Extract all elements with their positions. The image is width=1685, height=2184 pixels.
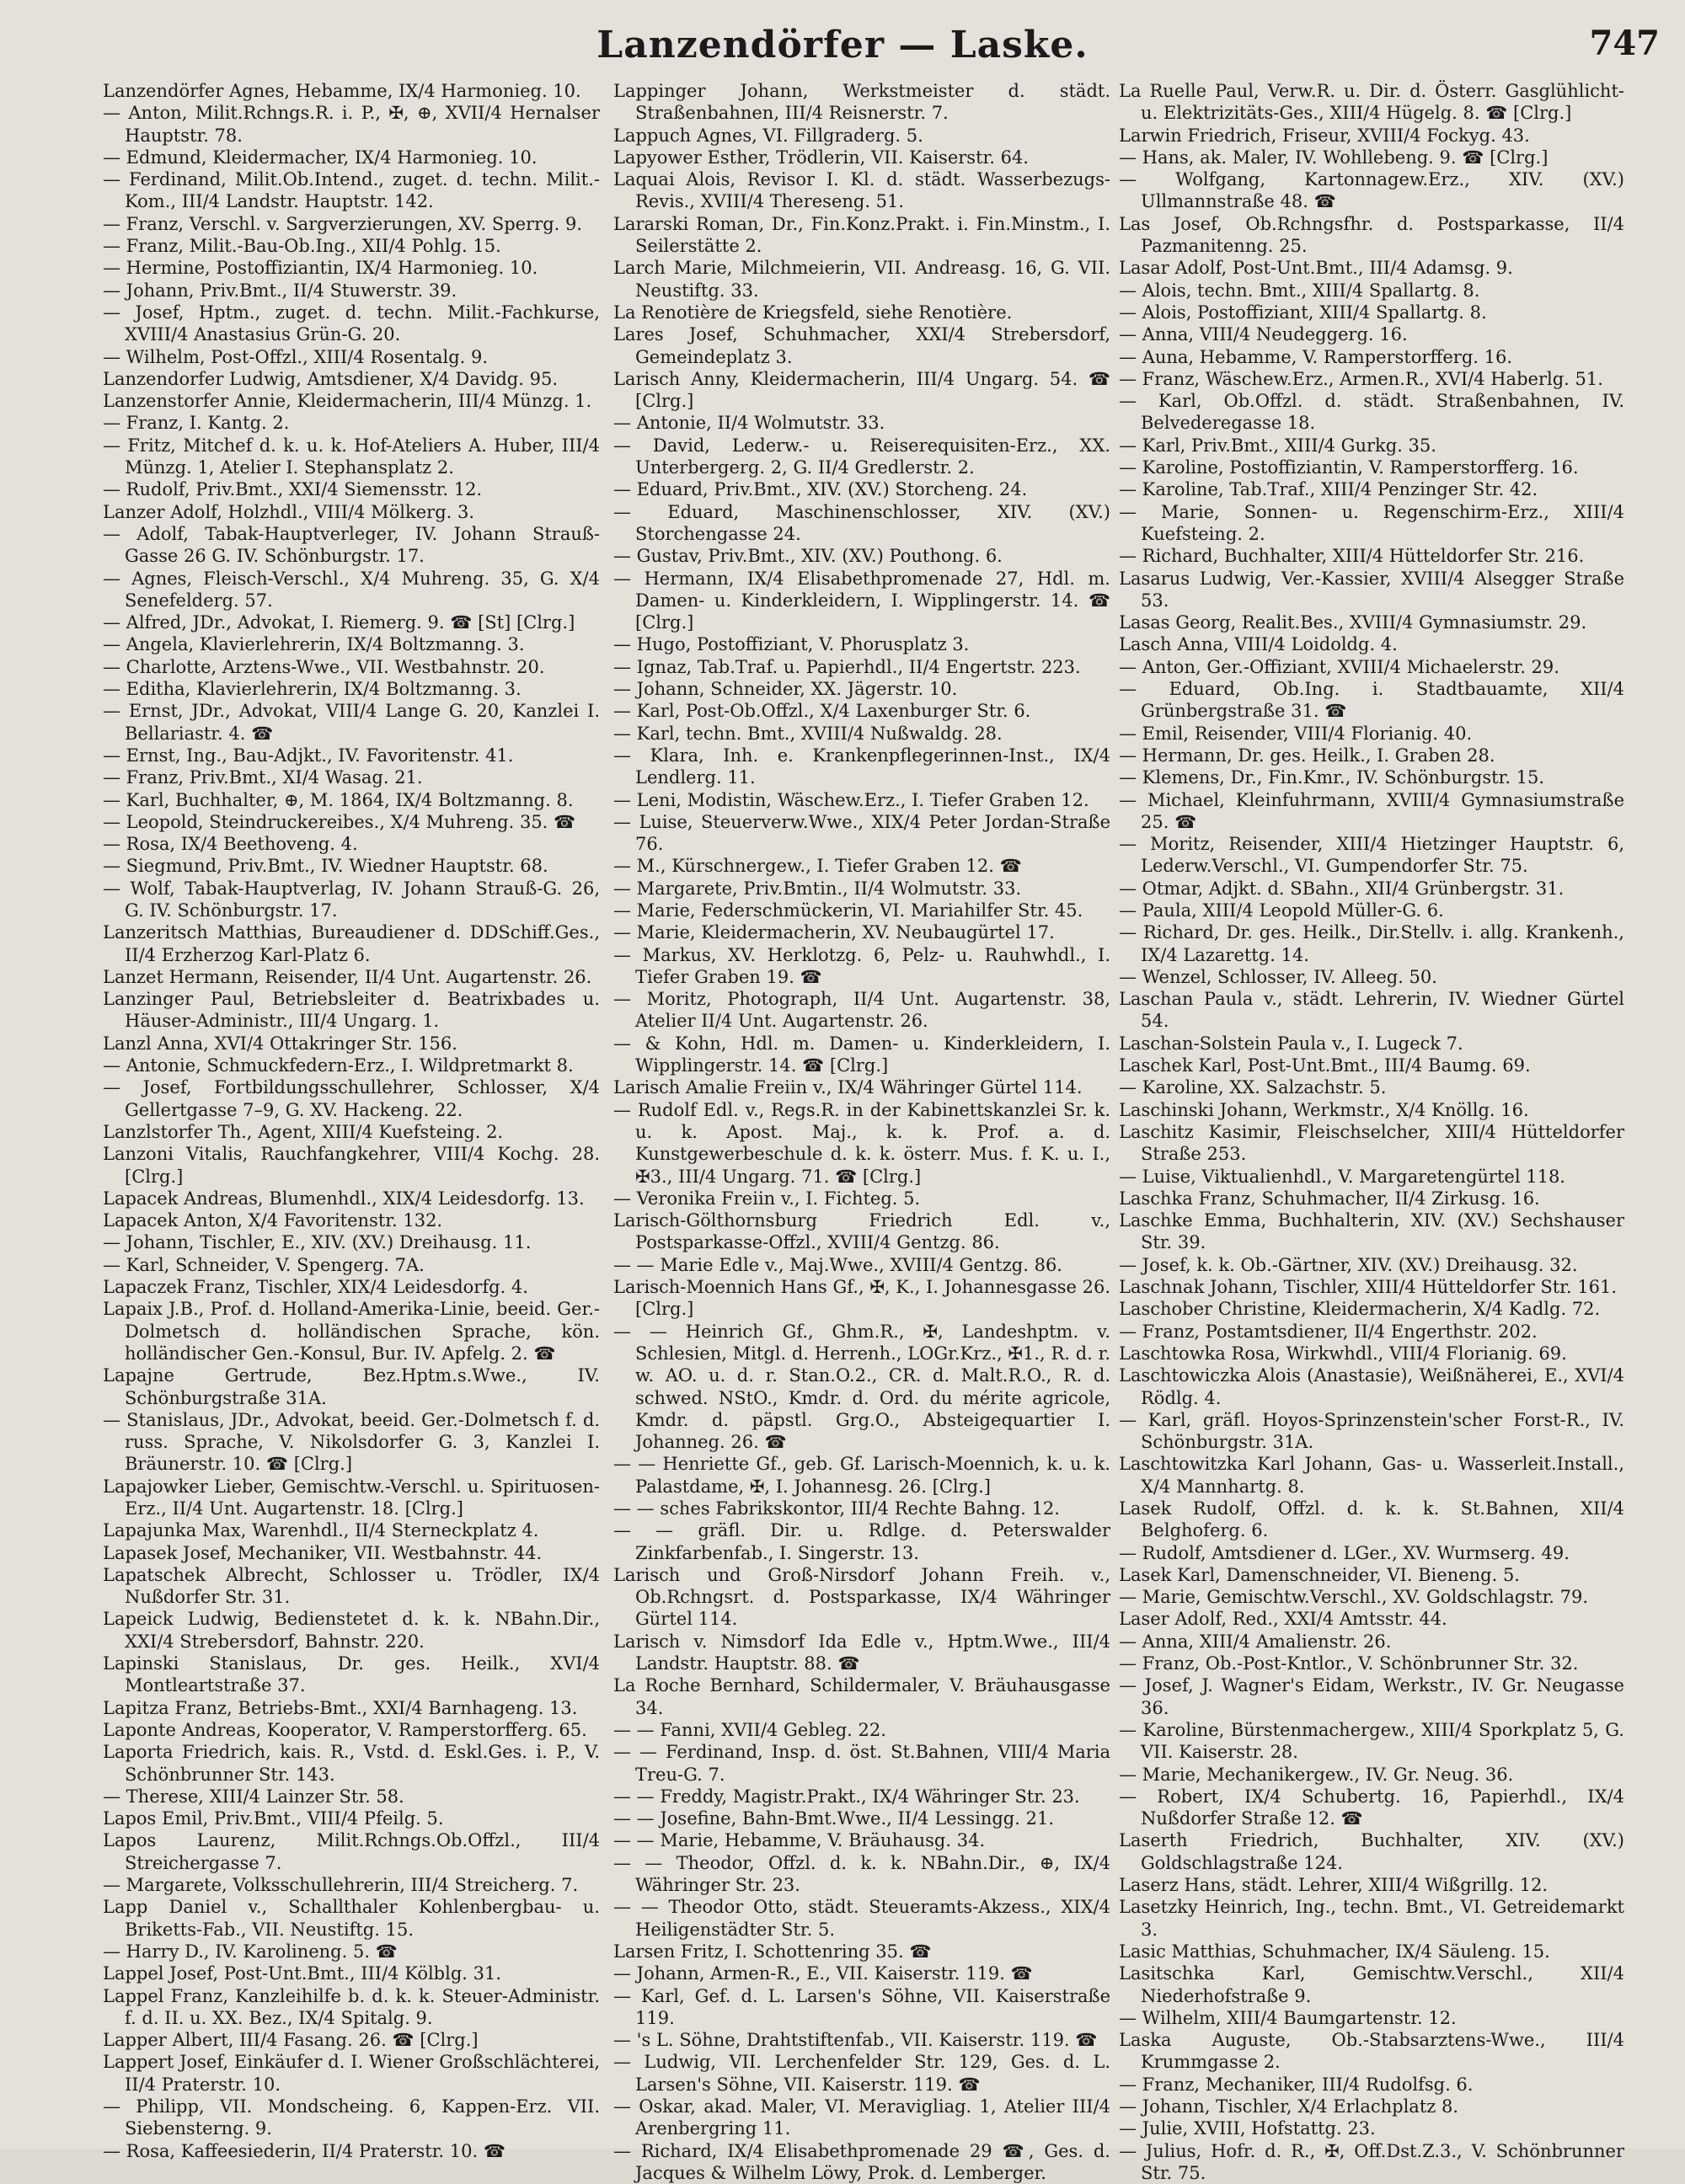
directory-entry: Lapper Albert, III/4 Fasang. 26. ☎ [Clrg.] — [103, 2030, 479, 2051]
directory-entry: Laponte Andreas, Kooperator, V. Ramperstorfferg. 65. — [103, 1719, 587, 1740]
directory-entry: — Julie, XVIII, Hofstattg. 23. — [1119, 2118, 1376, 2139]
directory-entry: — Johann, Schneider, XX. Jägerstr. 10. — [613, 679, 958, 700]
directory-entry: — — Theodor Otto, städt. Steueramts-Akzess., XIX/4 Heiligenstädter Str. 5. — [613, 1897, 1110, 1940]
directory-entry: Laquai Alois, Revisor I. Kl. d. städt. Wasserbezugs-Revis., XVIII/4 Thereseng. 51. — [613, 169, 1110, 212]
directory-entry: Lasas Georg, Realit.Bes., XVIII/4 Gymnasiumstr. 29. — [1119, 612, 1587, 633]
directory-entry: — Angela, Klavierlehrerin, IX/4 Boltzmanng. 3. — [103, 634, 525, 655]
directory-entry: — Richard, IX/4 Elisabethpromenade 29 ☎, Ges. d. Jacques & Wilhelm Löwy, Prok. d. Lemberger. — [613, 2140, 1110, 2183]
directory-entry: — Marie, Sonnen- u. Regenschirm-Erz., XIII/4 Kuefsteing. 2. — [1119, 501, 1624, 544]
directory-entry: — Hermine, Postoffiziantin, IX/4 Harmonieg. 10. — [103, 258, 538, 279]
directory-entry: — Antonie, II/4 Wolmutstr. 33. — [613, 413, 885, 434]
directory-entry: — Luise, Viktualienhdl., V. Margaretengürtel 118. — [1119, 1166, 1565, 1187]
directory-entry: — — Josefine, Bahn-Bmt.Wwe., II/4 Lessingg. 21. — [613, 1808, 1055, 1829]
directory-entry: — Karl, Buchhalter, ⊕, M. 1864, IX/4 Boltzmanng. 8. — [103, 789, 574, 810]
directory-entry: — — Marie Edle v., Maj.Wwe., XVIII/4 Gentzg. 86. — [613, 1254, 1062, 1275]
directory-entry: — Agnes, Fleisch-Verschl., X/4 Muhreng. 35, G. X/4 Senefelderg. 57. — [103, 568, 600, 611]
directory-entry: — Michael, Kleinfuhrmann, XVIII/4 Gymnasiumstraße 25. ☎ — [1119, 789, 1624, 832]
directory-entry: — Anton, Milit.Rchngs.R. i. P., ✠, ⊕, XVII/4 Hernalser Hauptstr. 78. — [103, 103, 600, 146]
directory-entry: — — Fanni, XVII/4 Gebleg. 22. — [613, 1719, 886, 1740]
directory-entry: Laporta Friedrich, kais. R., Vstd. d. Eskl.Ges. i. P., V. Schönbrunner Str. 143. — [103, 1742, 600, 1785]
directory-entry: Lares Josef, Schuhmacher, XXI/4 Strebersdorf, Gemeindeplatz 3. — [613, 324, 1110, 367]
directory-entry: Lapacek Andreas, Blumenhdl., XIX/4 Leidesdorfg. 13. — [103, 1188, 585, 1209]
directory-entry: Larch Marie, Milchmeierin, VII. Andreasg. 16, G. VII. Neustiftg. 33. — [613, 258, 1110, 301]
directory-entry: — Margarete, Priv.Bmtin., II/4 Wolmutstr. 33. — [613, 878, 1022, 899]
directory-entry: — — Freddy, Magistr.Prakt., IX/4 Währinger Str. 23. — [613, 1786, 1080, 1807]
directory-entry: — Anna, VIII/4 Neudeggerg. 16. — [1119, 324, 1408, 345]
directory-entry: — Therese, XIII/4 Lainzer Str. 58. — [103, 1786, 404, 1807]
directory-entry: — Franz, Verschl. v. Sargverzierungen, XV. Sperrg. 9. — [103, 213, 583, 234]
directory-entry: Lappel Franz, Kanzleihilfe b. d. k. k. Steuer-Administr. f. d. II. u. XX. Bez., IX/4 Spitalg. 9. — [103, 1985, 600, 2028]
directory-entry: — Josef, Fortbildungsschullehrer, Schlosser, X/4 Gellertgasse 7–9, G. XV. Hackeng. 22. — [103, 1077, 600, 1120]
directory-entry: — Alois, Postoffiziant, XIII/4 Spallartg. 8. — [1119, 302, 1487, 323]
directory-entry: — Franz, Priv.Bmt., XI/4 Wasag. 21. — [103, 767, 423, 788]
directory-entry: — — Marie, Hebamme, V. Bräuhausg. 34. — [613, 1830, 986, 1851]
directory-entry: — Wolf, Tabak-Hauptverlag, IV. Johann Strauß-G. 26, G. IV. Schönburgstr. 17. — [103, 878, 600, 921]
directory-entry: — Karoline, XX. Salzachstr. 5. — [1119, 1077, 1387, 1098]
directory-entry: — Oskar, akad. Maler, VI. Meravigliag. 1, Atelier III/4 Arenbergring 11. — [613, 2096, 1110, 2139]
directory-entry: Lapos Laurenz, Milit.Rchngs.Ob.Offzl., III/4 Streichergasse 7. — [103, 1830, 600, 1873]
directory-entry: — Rudolf Edl. v., Regs.R. in der Kabinettskanzlei Sr. k. u. k. Apost. Maj., k. k. Prof. a. d. Kunstgewerbeschule d. k. k. österr. Mus. f. K. u. I., ✠3., III/4 Ungarg. 71. ☎ [Clrg.] — [613, 1099, 1110, 1187]
directory-entry: — Antonie, Schmuckfedern-Erz., I. Wildpretmarkt 8. — [103, 1055, 574, 1076]
directory-entry: — Ludwig, VII. Lerchenfelder Str. 129, Ges. d. L. Larsen's Söhne, VII. Kaiserstr. 119. ☎ — [613, 2052, 1110, 2095]
directory-entry: — Paula, XIII/4 Leopold Müller-G. 6. — [1119, 900, 1444, 921]
directory-entry: Lanzendörfer Agnes, Hebamme, IX/4 Harmonieg. 10. — [103, 81, 581, 101]
directory-entry: — Edmund, Kleidermacher, IX/4 Harmonieg. 10. — [103, 147, 538, 168]
directory-entry: — Karoline, Bürstenmachergew., XIII/4 Sporkplatz 5, G. VII. Kaiserstr. 28. — [1119, 1719, 1624, 1763]
directory-entry: — Rudolf, Amtsdiener d. LGer., XV. Wurmserg. 49. — [1119, 1542, 1570, 1563]
directory-entry: — Harry D., IV. Karolineng. 5. ☎ — [103, 1941, 398, 1962]
directory-entry: Laschnak Johann, Tischler, XIII/4 Hütteldorfer Str. 161. — [1119, 1277, 1618, 1298]
directory-entry: Laschober Christine, Kleidermacherin, X/4 Kadlg. 72. — [1119, 1299, 1601, 1320]
directory-entry: Lappuch Agnes, VI. Fillgraderg. 5. — [613, 125, 923, 146]
directory-entry: Lappert Josef, Einkäufer d. I. Wiener Großschlächterei, II/4 Praterstr. 10. — [103, 2052, 600, 2095]
directory-entry: — Rudolf, Priv.Bmt., XXI/4 Siemensstr. 12. — [103, 479, 483, 500]
directory-entry: — Eduard, Maschinenschlosser, XIV. (XV.) Storchengasse 24. — [613, 501, 1110, 544]
directory-entry: — Otmar, Adjkt. d. SBahn., XII/4 Grünbergstr. 31. — [1119, 878, 1565, 899]
directory-entry: — Robert, IX/4 Schubertg. 16, Papierhdl., IX/4 Nußdorfer Straße 12. ☎ — [1119, 1786, 1624, 1829]
directory-entry: — Wilhelm, XIII/4 Baumgartenstr. 12. — [1119, 2007, 1457, 2028]
directory-entry: — Gustav, Priv.Bmt., XIV. (XV.) Pouthong. 6. — [613, 546, 1003, 567]
directory-entry: — Hermann, IX/4 Elisabethpromenade 27, Hdl. m. Damen- u. Kinderkleidern, I. Wipplingerstr. 14. ☎ [Clrg.] — [613, 568, 1110, 633]
directory-entry: Laschek Karl, Post-Unt.Bmt., III/4 Baumg. 69. — [1119, 1055, 1531, 1076]
directory-entry: — Eduard, Priv.Bmt., XIV. (XV.) Storcheng. 24. — [613, 479, 1028, 500]
directory-entry: Lapos Emil, Priv.Bmt., VIII/4 Pfeilg. 5. — [103, 1808, 444, 1829]
directory-entry: Lapajne Gertrude, Bez.Hptm.s.Wwe., IV. Schönburgstraße 31A. — [103, 1365, 600, 1408]
directory-entry: Lasitschka Karl, Gemischtw.Verschl., XII/4 Niederhofstraße 9. — [1119, 1963, 1624, 2006]
directory-entry: Lasetzky Heinrich, Ing., techn. Bmt., VI. Getreidemarkt 3. — [1119, 1897, 1624, 1940]
directory-entry: Larisch Anny, Kleidermacherin, III/4 Ungarg. 54. ☎ [Clrg.] — [613, 368, 1110, 412]
directory-entry: Lappinger Johann, Werkstmeister d. städt. Straßenbahnen, III/4 Reisnerstr. 7. — [613, 81, 1110, 124]
directory-entry: — Hugo, Postoffiziant, V. Phorusplatz 3. — [613, 634, 970, 655]
directory-entry: Lapajowker Lieber, Gemischtw.-Verschl. u. Spirituosen-Erz., II/4 Unt. Augartenstr. 18. [Clrg.] — [103, 1476, 600, 1519]
directory-entry: — Charlotte, Arztens-Wwe., VII. Westbahnstr. 20. — [103, 656, 545, 677]
directory-entry: Lapinski Stanislaus, Dr. ges. Heilk., XVI/4 Montleartstraße 37. — [103, 1653, 600, 1696]
directory-entry: — Franz, Ob.-Post-Kntlor., V. Schönbrunner Str. 32. — [1119, 1653, 1579, 1674]
directory-entry: — Alfred, JDr., Advokat, I. Riemerg. 9. ☎ [St] [Clrg.] — [103, 612, 575, 633]
directory-entry: Laserz Hans, städt. Lehrer, XIII/4 Wißgrillg. 12. — [1119, 1875, 1549, 1896]
directory-entry: Larwin Friedrich, Friseur, XVIII/4 Fockyg. 43. — [1119, 125, 1530, 146]
directory-entry: La Ruelle Paul, Verw.R. u. Dir. d. Österr. Gasglühlicht- u. Elektrizitäts-Ges., XIII/4 Hügelg. 8. ☎ [Clrg.] — [1119, 81, 1624, 124]
directory-entry: Lapasek Josef, Mechaniker, VII. Westbahnstr. 44. — [103, 1542, 543, 1563]
directory-column-3 — [1119, 80, 1624, 2183]
directory-entry: — Franz, Milit.-Bau-Ob.Ing., XII/4 Pohlg. 15. — [103, 236, 501, 257]
directory-entry: — Richard, Buchhalter, XIII/4 Hütteldorfer Str. 216. — [1119, 546, 1585, 567]
directory-entry: — Karoline, Tab.Traf., XIII/4 Penzinger Str. 42. — [1119, 479, 1538, 500]
directory-entry: — Emil, Reisender, VIII/4 Florianig. 40. — [1119, 723, 1473, 744]
directory-entry: Larisch-Gölthornsburg Friedrich Edl. v., Postsparkasse-Offzl., XVIII/4 Gentzg. 86. — [613, 1210, 1110, 1253]
directory-entry: — — sches Fabrikskontor, III/4 Rechte Bahng. 12. — [613, 1498, 1060, 1519]
directory-entry: Lanzet Hermann, Reisender, II/4 Unt. Augartenstr. 26. — [103, 966, 592, 987]
directory-entry: Laschitz Kasimir, Fleischselcher, XIII/4 Hütteldorfer Straße 253. — [1119, 1121, 1624, 1165]
directory-entry: Lapp Daniel v., Schallthaler Kohlenbergbau- u. Briketts-Fab., VII. Neustiftg. 15. — [103, 1897, 600, 1940]
directory-entry: — — Ferdinand, Insp. d. öst. St.Bahnen, VIII/4 Maria Treu-G. 7. — [613, 1742, 1110, 1785]
directory-entry: — Ignaz, Tab.Traf. u. Papierhdl., II/4 Engertstr. 223. — [613, 656, 1081, 677]
directory-entry: — Anton, Ger.-Offiziant, XVIII/4 Michaelerstr. 29. — [1119, 656, 1559, 677]
directory-entry: Lapyower Esther, Trödlerin, VII. Kaiserstr. 64. — [613, 147, 1029, 168]
directory-entry: — Karl, techn. Bmt., XVIII/4 Nußwaldg. 28. — [613, 723, 1003, 744]
directory-entry: Lanzeritsch Matthias, Bureaudiener d. DDSchiff.Ges., II/4 Erzherzog Karl-Platz 6. — [103, 922, 600, 965]
directory-entry: — Marie, Kleidermacherin, XV. Neubaugürtel 17. — [613, 922, 1055, 943]
directory-entry: — Hans, ak. Maler, IV. Wohllebeng. 9. ☎ [Clrg.] — [1119, 147, 1549, 168]
directory-entry: Lanzoni Vitalis, Rauchfangkehrer, VIII/4 Kochg. 28. [Clrg.] — [103, 1144, 600, 1187]
directory-entry: Lasch Anna, VIII/4 Loidoldg. 4. — [1119, 634, 1398, 655]
directory-entry: — Auna, Hebamme, V. Ramperstorfferg. 16. — [1119, 346, 1513, 367]
directory-entry: — Philipp, VII. Mondscheing. 6, Kappen-Erz. VII. Siebensterng. 9. — [103, 2096, 600, 2139]
directory-entry: — Johann, Tischler, E., XIV. (XV.) Dreihausg. 11. — [103, 1232, 532, 1253]
directory-entry: Lanzinger Paul, Betriebsleiter d. Beatrixbades u. Häuser-Administr., III/4 Ungarg. 1. — [103, 989, 600, 1032]
directory-entry: — — Henriette Gf., geb. Gf. Larisch-Moennich, k. u. k. Palastdame, ✠, I. Johannesg. 26. [Clrg.] — [613, 1454, 1110, 1497]
directory-entry: — Wenzel, Schlosser, IV. Alleeg. 50. — [1119, 966, 1437, 987]
directory-entry: — Alois, techn. Bmt., XIII/4 Spallartg. 8. — [1119, 280, 1480, 301]
directory-entry: — Leni, Modistin, Wäschew.Erz., I. Tiefer Graben 12. — [613, 789, 1089, 810]
directory-entry: Lappel Josef, Post-Unt.Bmt., III/4 Kölblg. 31. — [103, 1963, 502, 1984]
directory-entry: — & Kohn, Hdl. m. Damen- u. Kinderkleidern, I. Wipplingerstr. 14. ☎ [Clrg.] — [613, 1033, 1110, 1076]
directory-entry: — Rosa, Kaffeesiederin, II/4 Praterstr. 10. ☎ — [103, 2140, 506, 2161]
directory-entry: — David, Lederw.- u. Reiserequisiten-Erz., XX. Unterbergerg. 2, G. II/4 Gredlerstr. 2. — [613, 435, 1110, 478]
directory-entry: Lasek Rudolf, Offzl. d. k. k. St.Bahnen, XII/4 Belghoferg. 6. — [1119, 1498, 1624, 1541]
page-number: 747 — [1589, 24, 1660, 63]
directory-entry: — Karl, gräfl. Hoyos-Sprinzenstein'scher Forst-R., IV. Schönburgstr. 31A. — [1119, 1409, 1624, 1453]
directory-entry: Laschan Paula v., städt. Lehrerin, IV. Wiedner Gürtel 54. — [1119, 989, 1624, 1032]
directory-entry: Lanzendorfer Ludwig, Amtsdiener, X/4 Davidg. 95. — [103, 368, 558, 389]
directory-entry: Lapeick Ludwig, Bedienstetet d. k. k. NBahn.Dir., XXI/4 Strebersdorf, Bahnstr. 220. — [103, 1609, 600, 1652]
directory-entry: — Karoline, Postoffiziantin, V. Ramperstorfferg. 16. — [1119, 457, 1579, 478]
directory-entry: — Eduard, Ob.Ing. i. Stadtbauamte, XII/4 Grünbergstraße 31. ☎ — [1119, 679, 1624, 722]
directory-entry: Laschan-Solstein Paula v., I. Lugeck 7. — [1119, 1033, 1463, 1054]
directory-entry: — Adolf, Tabak-Hauptverleger, IV. Johann Strauß-Gasse 26 G. IV. Schönburgstr. 17. — [103, 523, 600, 567]
directory-entry: — Rosa, IX/4 Beethoveng. 4. — [103, 834, 358, 855]
directory-entry: Lapaczek Franz, Tischler, XIX/4 Leidesdorfg. 4. — [103, 1277, 528, 1298]
directory-entry: — Johann, Armen-R., E., VII. Kaiserstr. 119. ☎ — [613, 1963, 1033, 1984]
directory-entry: — Franz, Mechaniker, III/4 Rudolfsg. 6. — [1119, 2074, 1474, 2095]
directory-entry: — Josef, k. k. Ob.-Gärtner, XIV. (XV.) Dreihausg. 32. — [1119, 1254, 1578, 1275]
directory-entry: — Julius, Hofr. d. R., ✠, Off.Dst.Z.3., V. Schönbrunner Str. 75. — [1119, 2140, 1624, 2183]
directory-column-2 — [613, 80, 1110, 2183]
directory-entry: Lasarus Ludwig, Ver.-Kassier, XVIII/4 Alsegger Straße 53. — [1119, 568, 1624, 611]
directory-entry: — Hermann, Dr. ges. Heilk., I. Graben 28. — [1119, 745, 1495, 766]
directory-entry: Lapaix J.B., Prof. d. Holland-Amerika-Linie, beeid. Ger.-Dolmetsch d. holländischen Sprache, kön. holländischer Gen.-Konsul, Bur. IV. Apfelg. 2. ☎ — [103, 1299, 600, 1364]
directory-entry: — 's L. Söhne, Drahtstiftenfab., VII. Kaiserstr. 119. ☎ — [613, 2030, 1098, 2051]
directory-entry: Lasar Adolf, Post-Unt.Bmt., III/4 Adamsg. 9. — [1119, 258, 1513, 279]
directory-entry: — Klemens, Dr., Fin.Kmr., IV. Schönburgstr. 15. — [1119, 767, 1545, 788]
directory-entry: — Klara, Inh. e. Krankenpflegerinnen-Inst., IX/4 Lendlerg. 11. — [613, 745, 1110, 788]
directory-entry: — Ferdinand, Milit.Ob.Intend., zuget. d. techn. Milit.-Kom., III/4 Landstr. Hauptstr. 142. — [103, 169, 600, 212]
directory-entry: — Karl, Gef. d. L. Larsen's Söhne, VII. Kaiserstraße 119. — [613, 1985, 1110, 2028]
directory-entry: — Karl, Schneider, V. Spengerg. 7A. — [103, 1254, 425, 1275]
directory-entry: Laserth Friedrich, Buchhalter, XIV. (XV.) Goldschlagstraße 124. — [1119, 1830, 1624, 1873]
directory-entry: — Marie, Mechanikergew., IV. Gr. Neug. 36. — [1119, 1764, 1514, 1785]
directory-entry: Larisch v. Nimsdorf Ida Edle v., Hptm.Wwe., III/4 Landstr. Hauptstr. 88. ☎ — [613, 1631, 1110, 1674]
directory-entry: Larisch und Groß-Nirsdorf Johann Freih. v., Ob.Rchngsrt. d. Postsparkasse, IX/4 Währinger Gürtel 114. — [613, 1564, 1110, 1630]
directory-entry: — — Theodor, Offzl. d. k. k. NBahn.Dir., ⊕, IX/4 Währinger Str. 23. — [613, 1852, 1110, 1896]
directory-entry: — Leopold, Steindruckereibes., X/4 Muhreng. 35. ☎ — [103, 811, 576, 832]
directory-entry: — Johann, Tischler, X/4 Erlachplatz 8. — [1119, 2096, 1459, 2117]
directory-entry: Lasic Matthias, Schuhmacher, IX/4 Säuleng. 15. — [1119, 1941, 1550, 1962]
directory-entry: Laschka Franz, Schuhmacher, II/4 Zirkusg. 16. — [1119, 1188, 1540, 1209]
directory-entry: Las Josef, Ob.Rchngsfhr. d. Postsparkasse, II/4 Pazmanitenng. 25. — [1119, 213, 1624, 257]
directory-entry: Lasek Karl, Damenschneider, VI. Bieneng. 5. — [1119, 1564, 1520, 1585]
directory-entry: — Josef, J. Wagner's Eidam, Werkstr., IV. Gr. Neugasse 36. — [1119, 1675, 1624, 1718]
directory-entry: — Veronika Freiin v., I. Fichteg. 5. — [613, 1188, 921, 1209]
directory-entry: La Roche Bernhard, Schildermaler, V. Bräuhausgasse 34. — [613, 1675, 1110, 1718]
directory-entry: — Moritz, Photograph, II/4 Unt. Augartenstr. 38, Atelier II/4 Unt. Augartenstr. 26. — [613, 989, 1110, 1032]
directory-entry: Larisch Amalie Freiin v., IX/4 Währinger Gürtel 114. — [613, 1077, 1083, 1098]
directory-entry: — Franz, Postamtsdiener, II/4 Engerthstr. 202. — [1119, 1321, 1538, 1342]
directory-entry: Laschke Emma, Buchhalterin, XIV. (XV.) Sechshauser Str. 39. — [1119, 1210, 1624, 1253]
directory-entry: — Markus, XV. Herklotzg. 6, Pelz- u. Rauhwhdl., I. Tiefer Graben 19. ☎ — [613, 944, 1110, 987]
directory-entry: Laska Auguste, Ob.-Stabsarztens-Wwe., III/4 Krummgasse 2. — [1119, 2030, 1624, 2073]
directory-entry: — Karl, Post-Ob.Offzl., X/4 Laxenburger Str. 6. — [613, 701, 1031, 722]
directory-entry: Laschinski Johann, Werkmstr., X/4 Knöllg. 16. — [1119, 1099, 1529, 1120]
directory-entry: Laschtowiczka Alois (Anastasie), Weißnäherei, E., XVI/4 Rödlg. 4. — [1119, 1365, 1624, 1408]
directory-entry: La Renotière de Kriegsfeld, siehe Renotière. — [613, 302, 1013, 323]
directory-column-1 — [103, 80, 600, 2161]
directory-entry: Lapatschek Albrecht, Schlosser u. Trödler, IX/4 Nußdorfer Str. 31. — [103, 1564, 600, 1608]
directory-entry: — Moritz, Reisender, XIII/4 Hietzinger Hauptstr. 6, Lederw.Verschl., VI. Gumpendorfer Str. 75. — [1119, 834, 1624, 877]
directory-entry: — Ernst, JDr., Advokat, VIII/4 Lange G. 20, Kanzlei I. Bellariastr. 4. ☎ — [103, 701, 600, 744]
directory-entry: Lanzer Adolf, Holzhdl., VIII/4 Mölkerg. 3. — [103, 501, 475, 522]
directory-entry: — — Heinrich Gf., Ghm.R., ✠, Landeshptm. v. Schlesien, Mitgl. d. Herrenh., LOGr.Krz., ✠1., R. d. r. w. AO. u. d. r. Stan.O.2., CR. d. Malt.R.O., R. d. schwed. NStO., Kmdr. d. Ord. du mérite agricole, Kmdr. d. päpstl. Grg.O., Absteigequartier I. Johanneg. 26. ☎ — [613, 1321, 1110, 1453]
directory-entry: Laschtowitzka Karl Johann, Gas- u. Wasserleit.Install., X/4 Mannhartg. 8. — [1119, 1454, 1624, 1497]
directory-entry: — Fritz, Mitchef d. k. u. k. Hof-Ateliers A. Huber, III/4 Münzg. 1, Atelier I. Stephansplatz 2. — [103, 435, 600, 478]
directory-entry: — Karl, Priv.Bmt., XIII/4 Gurkg. 35. — [1119, 435, 1436, 456]
directory-entry: — Anna, XIII/4 Amalienstr. 26. — [1119, 1631, 1392, 1652]
running-head: Lanzendörfer — Laske. — [596, 24, 1089, 67]
directory-entry: — Siegmund, Priv.Bmt., IV. Wiedner Hauptstr. 68. — [103, 856, 548, 877]
directory-entry: — Franz, I. Kantg. 2. — [103, 413, 290, 434]
directory-entry: Larisch-Moennich Hans Gf., ✠, K., I. Johannesgasse 26. [Clrg.] — [613, 1277, 1110, 1320]
directory-entry: Laser Adolf, Red., XXI/4 Amtsstr. 44. — [1119, 1609, 1447, 1630]
directory-entry: — Marie, Gemischtw.Verschl., XV. Goldschlagstr. 79. — [1119, 1587, 1589, 1608]
directory-entry: — Margarete, Volksschullehrerin, III/4 Streicherg. 7. — [103, 1875, 579, 1896]
directory-entry: — Josef, Hptm., zuget. d. techn. Milit.-Fachkurse, XVIII/4 Anastasius Grün-G. 20. — [103, 302, 600, 345]
directory-entry: Lanzl Anna, XVI/4 Ottakringer Str. 156. — [103, 1033, 457, 1054]
directory-entry: — Wolfgang, Kartonnagew.Erz., XIV. (XV.) Ullmannstraße 48. ☎ — [1119, 169, 1624, 212]
directory-entry: — Franz, Wäschew.Erz., Armen.R., XVI/4 Haberlg. 51. — [1119, 368, 1603, 389]
directory-entry: — Editha, Klavierlehrerin, IX/4 Boltzmanng. 3. — [103, 679, 522, 700]
directory-entry: Larsen Fritz, I. Schottenring 35. ☎ — [613, 1941, 932, 1962]
directory-entry: — Johann, Priv.Bmt., II/4 Stuwerstr. 39. — [103, 280, 457, 301]
directory-entry: — Stanislaus, JDr., Advokat, beeid. Ger.-Dolmetsch f. d. russ. Sprache, V. Nikolsdorfer G. 3, Kanzlei I. Bräunerstr. 10. ☎ [Clrg.] — [103, 1409, 600, 1475]
directory-entry: Lapacek Anton, X/4 Favoritenstr. 132. — [103, 1210, 443, 1231]
directory-entry: Lapajunka Max, Warenhdl., II/4 Sterneckplatz 4. — [103, 1520, 539, 1541]
directory-entry: Laschtowka Rosa, Wirkwhdl., VIII/4 Florianig. 69. — [1119, 1343, 1567, 1364]
directory-entry: — Luise, Steuerverw.Wwe., XIX/4 Peter Jordan-Straße 76. — [613, 811, 1110, 855]
directory-entry: — Wilhelm, Post-Offzl., XIII/4 Rosentalg. 9. — [103, 346, 489, 367]
directory-entry: Lanzenstorfer Annie, Kleidermacherin, III/4 Münzg. 1. — [103, 391, 592, 412]
directory-entry: Lanzlstorfer Th., Agent, XIII/4 Kuefsteing. 2. — [103, 1121, 504, 1142]
directory-entry: — Marie, Federschmückerin, VI. Mariahilfer Str. 45. — [613, 900, 1083, 921]
directory-entry: — Ernst, Ing., Bau-Adjkt., IV. Favoritenstr. 41. — [103, 745, 514, 766]
directory-entry: Lararski Roman, Dr., Fin.Konz.Prakt. i. Fin.Minstm., I. Seilerstätte 2. — [613, 213, 1110, 257]
directory-entry: Lapitza Franz, Betriebs-Bmt., XXI/4 Barnhageng. 13. — [103, 1697, 578, 1718]
directory-entry: — Richard, Dr. ges. Heilk., Dir.Stellv. i. allg. Krankenh., IX/4 Lazarettg. 14. — [1119, 922, 1624, 965]
directory-entry: — — gräfl. Dir. u. Rdlge. d. Peterswalder Zinkfarbenfab., I. Singerstr. 13. — [613, 1520, 1110, 1563]
directory-entry: — Karl, Ob.Offzl. d. städt. Straßenbahnen, IV. Belvederegasse 18. — [1119, 391, 1624, 434]
directory-entry: — M., Kürschnergew., I. Tiefer Graben 12. ☎ — [613, 856, 1022, 877]
